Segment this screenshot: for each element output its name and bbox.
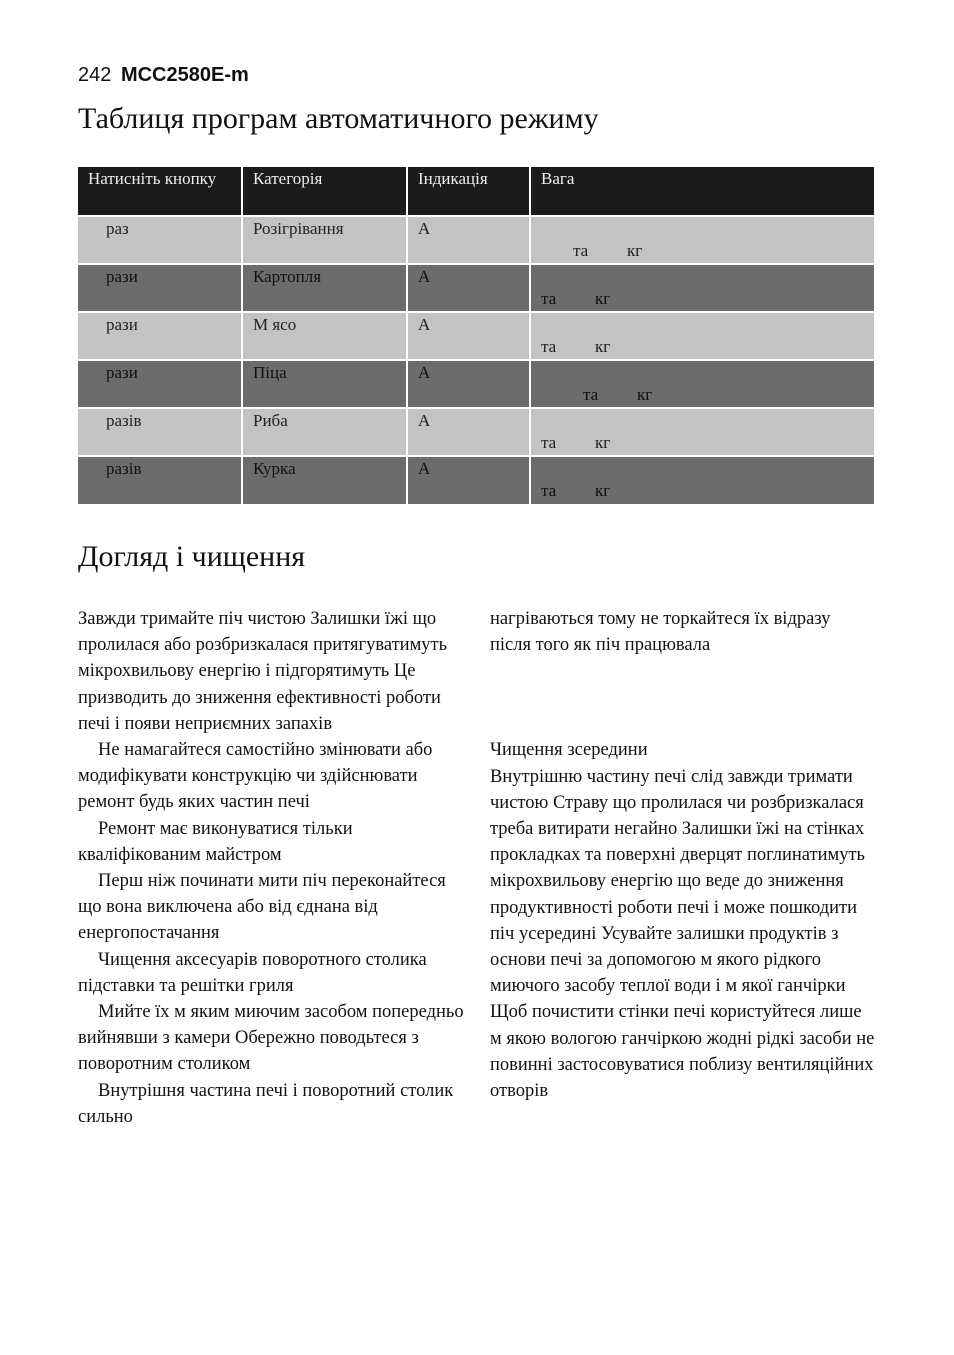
- cell-indication: A: [407, 264, 530, 312]
- cell-weight: [530, 456, 875, 504]
- paragraph: Завжди тримайте піч чистою Залишки їжі що пролилася або розбризкалася притягуватимуть мікрохвильову енергію і підгорятимуть Це призводить до зниження ефективності роботи печі і появи неприємних запахів: [78, 609, 448, 734]
- table-row: [78, 360, 875, 408]
- cell-press: разів: [78, 408, 242, 456]
- paragraph: Ремонт має виконуватися тільки кваліфікованим майстром: [78, 818, 353, 865]
- cell-category: Піца: [242, 360, 407, 408]
- cell-category: Риба: [242, 408, 407, 456]
- weight-text-b: кг: [595, 433, 611, 452]
- cell-weight: [530, 312, 875, 360]
- cell-press: рази: [78, 264, 242, 312]
- cell-weight: [530, 264, 875, 312]
- weight-text-b: кг: [627, 241, 643, 260]
- weight-text-b: кг: [595, 337, 611, 356]
- weight-text-b: кг: [595, 481, 611, 500]
- table-row: [78, 216, 875, 264]
- weight-text-a: та: [541, 337, 557, 356]
- paragraph: Внутрішня частина печі і поворотний столик сильно: [78, 1080, 454, 1127]
- weight-text-a: та: [541, 433, 557, 452]
- paragraph: Не намагайтеся самостійно змінювати або модифікувати конструкцію чи здійснювати ремонт будь яких частин печі: [78, 740, 433, 813]
- table-row: [78, 456, 875, 504]
- left-column: [78, 606, 464, 1130]
- paragraph: Внутрішню частину печі слід завжди тримати чистою Страву що пролилася чи розбризкалася треба витирати негайно Залишки їжі на стінках прокладках та поверхні дверцят поглинатимуть мікрохвильову енергію що веде до зниження продуктивності роботи печі і може пошкодити піч усередині Усувайте залишки продуктів з основи печі за допомогою м якого рідкого миючого засобу теплої води і м якої ганчірки Щоб почистити стінки печі користуйтеся лише м якою вологою ганчіркою жодні рідкі засоби не повинні застосовуватися поблизу вентиляційних отворів: [490, 766, 875, 1102]
- cell-weight: [530, 408, 875, 456]
- auto-programs-table: [78, 167, 876, 504]
- paragraph: нагріваються тому не торкайтеся їх відразу після того як піч працювала: [490, 609, 831, 656]
- right-column: [490, 606, 876, 1104]
- column-header-indication: Індикація: [407, 167, 530, 216]
- cell-indication: A: [407, 360, 530, 408]
- subheading: Чищення зсередини: [490, 740, 648, 761]
- table-row: [78, 408, 875, 456]
- cell-press: разів: [78, 456, 242, 504]
- paragraph: Мийте їх м яким миючим засобом попередньо вийнявши з камери Обережно поводьтеся з поворотним столиком: [78, 1002, 464, 1075]
- cell-category: Розігрівання: [242, 216, 407, 264]
- cell-weight: [530, 216, 875, 264]
- cell-press: раз: [78, 216, 242, 264]
- cell-indication: A: [407, 408, 530, 456]
- cell-category: Картопля: [242, 264, 407, 312]
- cell-category: Курка: [242, 456, 407, 504]
- cell-indication: A: [407, 456, 530, 504]
- cell-press: рази: [78, 360, 242, 408]
- paragraph: Чищення аксесуарів поворотного столика підставки та решітки гриля: [78, 949, 427, 996]
- cell-press: рази: [78, 312, 242, 360]
- column-header-press: Натисніть кнопку: [78, 167, 242, 216]
- table-row: [78, 264, 875, 312]
- weight-text-a: та: [541, 481, 557, 500]
- weight-text-a: та: [573, 241, 589, 260]
- table-title: Таблиця програм автоматичного режиму: [78, 102, 599, 135]
- cell-indication: A: [407, 216, 530, 264]
- page-header: [78, 64, 249, 87]
- cell-category: М ясо: [242, 312, 407, 360]
- column-header-category: Категорія: [242, 167, 407, 216]
- model-name: MCC2580E-m: [120, 64, 249, 86]
- paragraph: Перш ніж починати мити піч переконайтеся що вона виключена або від єднана від енергопостачання: [78, 871, 446, 944]
- column-header-weight: Вага: [530, 167, 875, 216]
- weight-text-b: кг: [595, 289, 611, 308]
- cell-indication: A: [407, 312, 530, 360]
- weight-text-a: та: [541, 289, 557, 308]
- section-title: Догляд і чищення: [78, 540, 306, 573]
- weight-text-a: та: [583, 385, 599, 404]
- table-row: [78, 312, 875, 360]
- cell-weight: [530, 360, 875, 408]
- weight-text-b: кг: [637, 385, 653, 404]
- page-number: 242: [78, 64, 112, 86]
